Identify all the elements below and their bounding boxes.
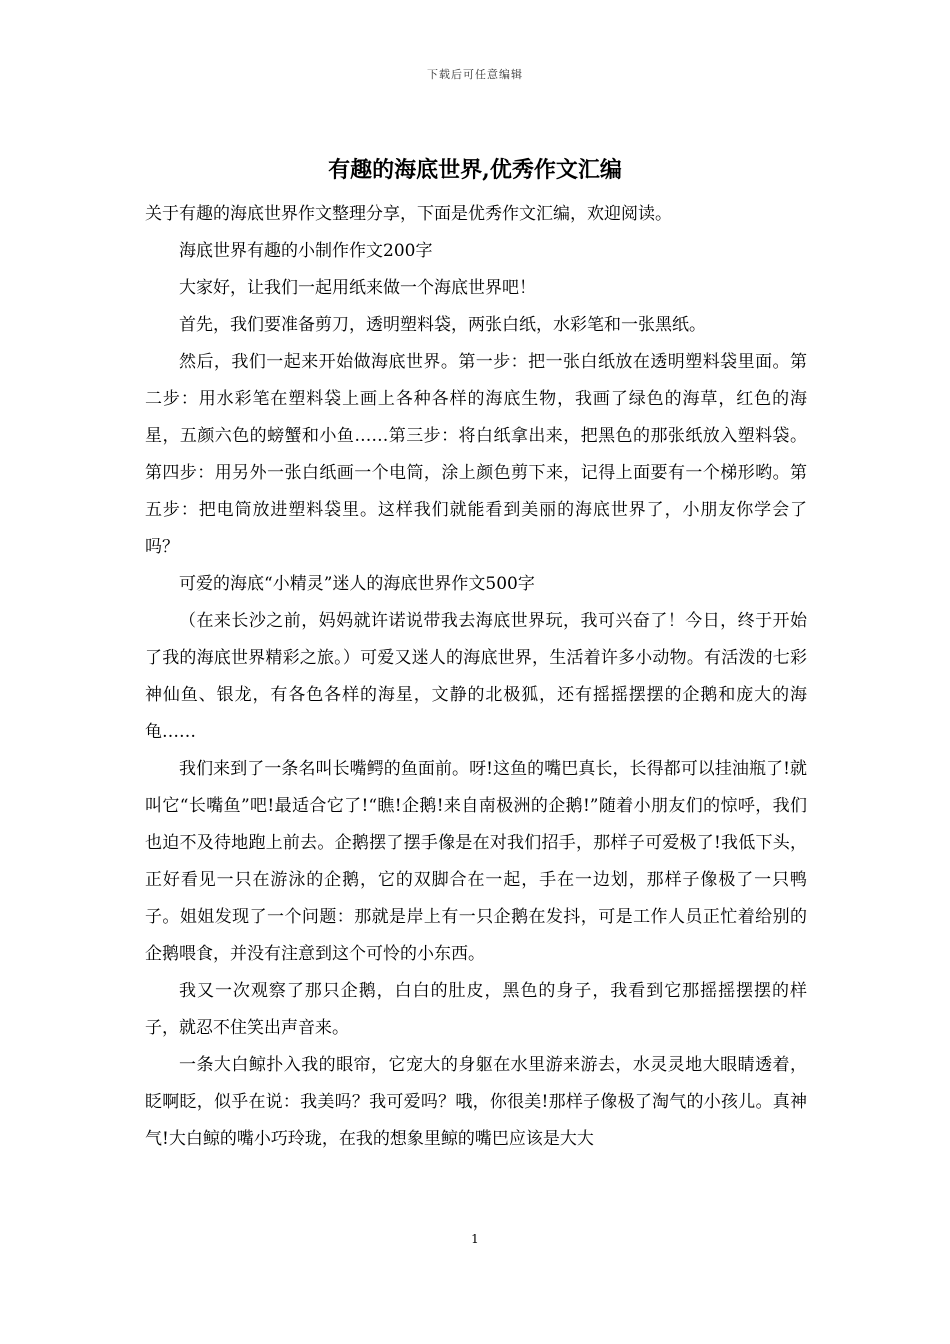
- body-paragraph: 我又一次观察了那只企鹅，白白的肚皮，黑色的身子，我看到它那摇摇摆摆的样子，就忍不住笑出声音来。: [145, 981, 807, 1038]
- header-note: 下载后可任意编辑: [427, 68, 523, 81]
- body-paragraph: 我们来到了一条名叫长嘴鳄的鱼面前。呀!这鱼的嘴巴真长，长得都可以挂油瓶了!就叫它“长嘴鱼”吧!最适合它了!“瞧!企鹅!来自南极洲的企鹅!”随着小朋友们的惊呼，我们也迫不及待地跑上前去。企鹅摆了摆手像是在对我们招手，那样子可爱极了!我低下头，正好看见一只在游泳的企鹅，它的双脚合在一起，手在一边划，那样子像极了一只鸭子。姐姐发现了一个问题：那就是岸上有一只企鹅在发抖，可是工作人员正忙着给别的企鹅喂食，并没有注意到这个可怜的小东西。: [145, 759, 807, 964]
- essay-heading-1: 海底世界有趣的小制作作文200字: [179, 241, 433, 261]
- intro-paragraph: 关于有趣的海底世界作文整理分享，下面是优秀作文汇编，欢迎阅读。: [145, 204, 672, 224]
- page-number: 1: [471, 1232, 479, 1246]
- body-paragraph: （在来长沙之前，妈妈就许诺说带我去海底世界玩，我可兴奋了！今日，终于开始了我的海底世界精彩之旅。）可爱又迷人的海底世界，生活着许多小动物。有活泼的七彩神仙鱼、银龙，有各色各样的海星，文静的北极狐，还有摇摇摆摆的企鹅和庞大的海龟……: [145, 611, 807, 742]
- body-paragraph: 首先，我们要准备剪刀，透明塑料袋，两张白纸，水彩笔和一张黑纸。: [179, 315, 706, 335]
- body-paragraph: 然后，我们一起来开始做海底世界。第一步：把一张白纸放在透明塑料袋里面。第二步：用水彩笔在塑料袋上画上各种各样的海底生物，我画了绿色的海草，红色的海星，五颜六色的螃蟹和小鱼……第三步：将白纸拿出来，把黑色的那张纸放入塑料袋。第四步：用另外一张白纸画一个电筒，涂上颜色剪下来，记得上面要有一个梯形哟。第五步：把电筒放进塑料袋里。这样我们就能看到美丽的海底世界了，小朋友你学会了吗？: [145, 352, 807, 557]
- body-paragraph: 一条大白鲸扑入我的眼帘，它宠大的身躯在水里游来游去，水灵灵地大眼睛透着，眨啊眨，似乎在说：我美吗？我可爱吗？哦，你很美!那样子像极了淘气的小孩儿。真神气!大白鲸的嘴小巧玲珑，在我的想象里鲸的嘴巴应该是大大: [145, 1055, 807, 1149]
- document-title: 有趣的海底世界,优秀作文汇编: [328, 157, 622, 183]
- body-paragraph: 大家好，让我们一起用纸来做一个海底世界吧！: [179, 278, 536, 298]
- document-body: [145, 196, 807, 1158]
- essay-heading-2: 可爱的海底“小精灵”迷人的海底世界作文500字: [179, 574, 535, 594]
